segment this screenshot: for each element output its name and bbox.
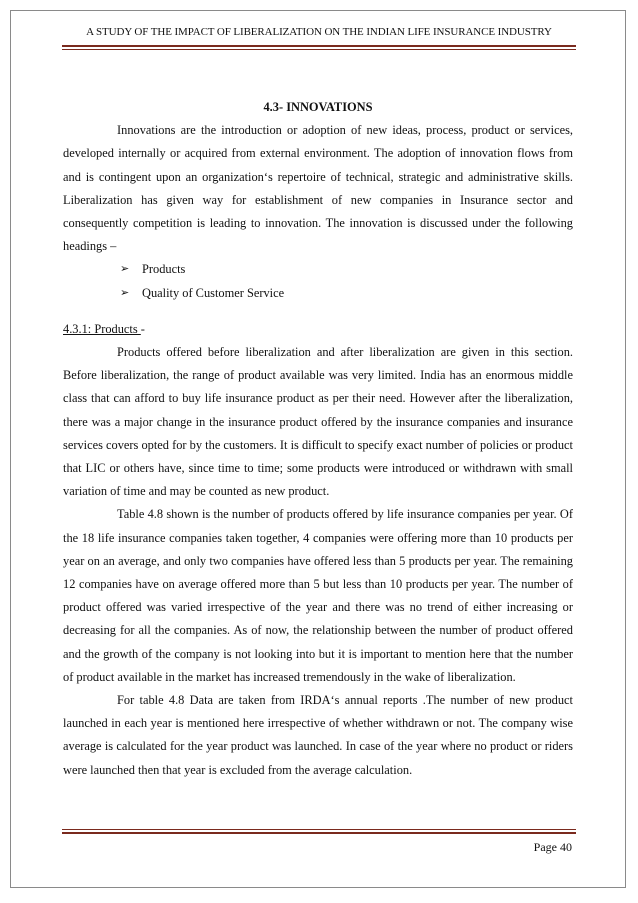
intro-paragraph: Innovations are the introduction or adoption of new ideas, process, product or services, developed internally or acquired from external environment. The adoption of innovation flows from and is contingent upon an organization‘s repertoire of technical, strategic and administrative skills. Liberalization has given way for establishment of new companies in Insurance sector and consequently competition is leading to innovation. The innovation is discussed under the following headings –	[63, 123, 573, 254]
list-item-label: Quality of Customer Service	[142, 285, 285, 300]
heading-list	[63, 258, 573, 304]
arrow-bullet-icon: ➢	[120, 263, 130, 276]
page-number: Page 40	[533, 840, 572, 854]
header-rule-thin	[62, 49, 576, 50]
body-paragraph: Table 4.8 shown is the number of products offered by life insurance companies per year. Of the 18 life insurance companies taken together, 4 companies were offering more than 10 products per year on an average, and only two companies have offered less than 5 products per year. The remaining 12 companies have on average offered more than 5 but less than 10 products per year. The number of product offered was varied irrespective of the year and there was no trend of either increasing or decreasing for all the companies. As of now, the relationship between the number of product offered and the growth of the company is not looking into but it is important to mention here that the number of product available in the market has increased tremendously in the wake of liberalization.	[63, 507, 573, 684]
list-item-label: Products	[142, 262, 186, 277]
running-header: A STUDY OF THE IMPACT OF LIBERALIZATION ON THE INDIAN LIFE INSURANCE INDUSTRY	[86, 26, 552, 38]
subsection-heading	[63, 318, 573, 341]
body-paragraph: For table 4.8 Data are taken from IRDA‘s annual reports .The number of new product launched in each year is mentioned here irrespective of whether withdrawn or not. The company wise average is calculated for the year product was launched. In case of the year where no product or riders were launched then that year is excluded from the average calculation.	[63, 693, 573, 777]
list-item	[120, 258, 573, 281]
list-item	[120, 282, 573, 305]
header-rule	[62, 45, 576, 47]
footer-rule-thin	[62, 829, 576, 830]
section-heading: 4.3- INNOVATIONS	[263, 100, 373, 114]
body-paragraph: Products offered before liberalization and after liberalization are given in this section. Before liberalization, the range of product available was very limited. India has an enormous middle class that can afford to buy life insurance product as per their need. However after the liberalization, there was a major change in the insurance product offered by the insurance companies and insurance services covers opted for by the customers. It is difficult to specify exact number of policies or product that LIC or others have, since time to time; some products were introduced or withdrawn with small variation of time and may be counted as new product.	[63, 345, 573, 499]
subsection-title-suffix: -	[140, 321, 145, 336]
subsection-title: 4.3.1: Products	[63, 321, 141, 336]
arrow-bullet-icon: ➢	[120, 286, 130, 299]
page-content	[63, 96, 573, 782]
footer-rule	[62, 832, 576, 834]
